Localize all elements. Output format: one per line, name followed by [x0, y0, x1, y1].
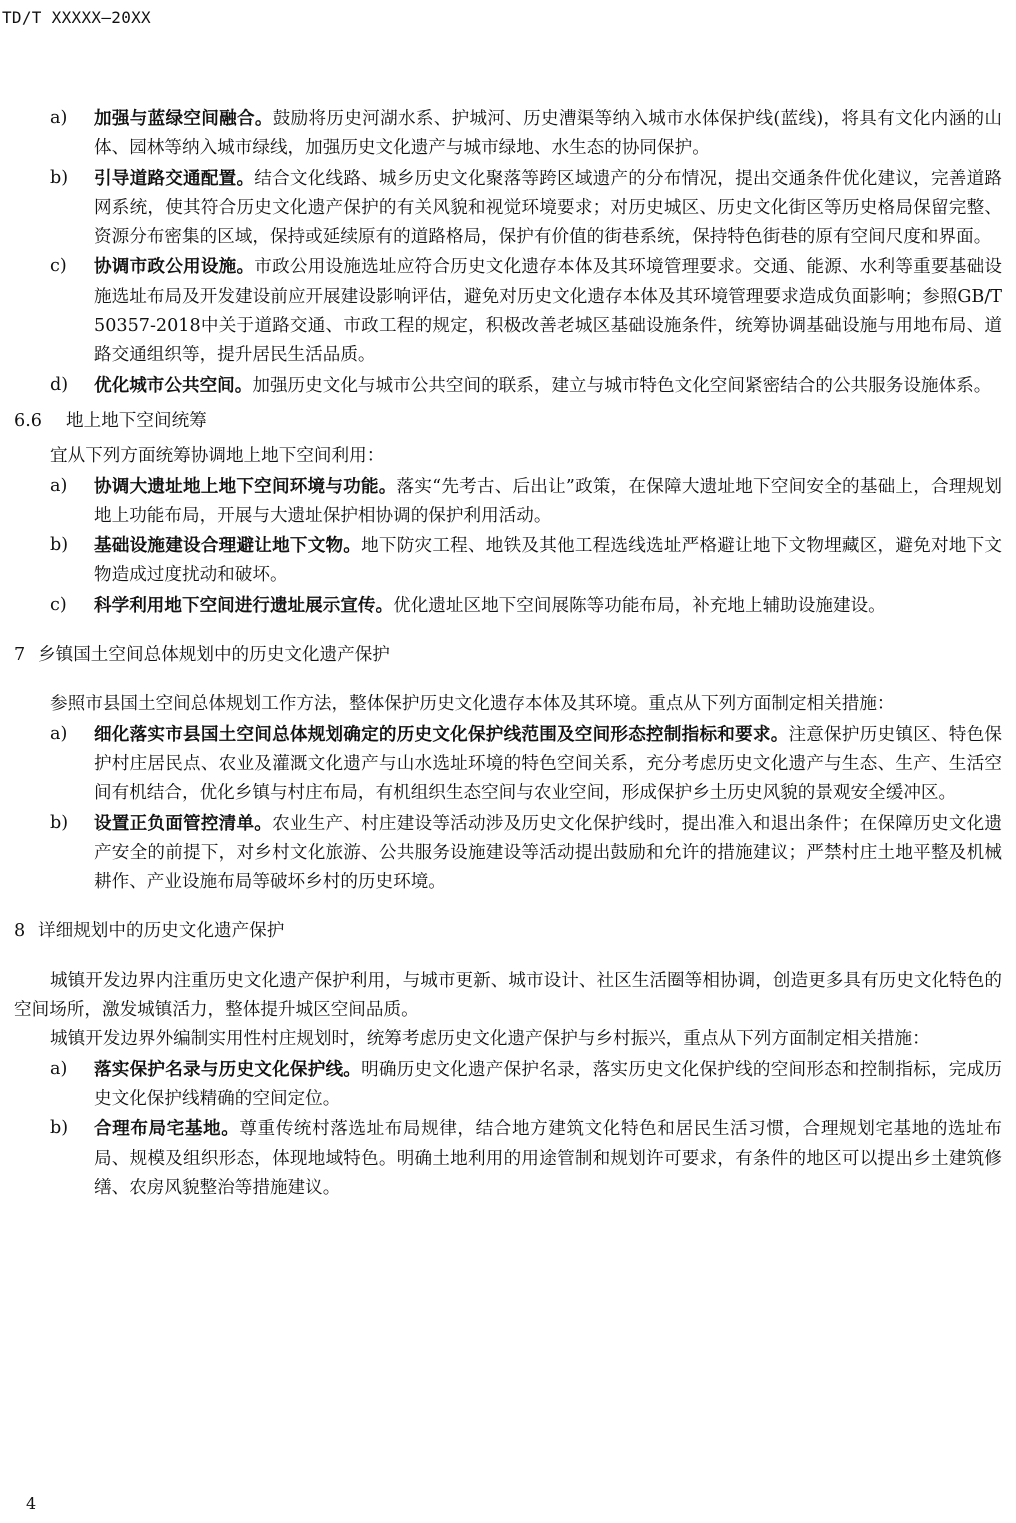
list-item — [14, 531, 1002, 591]
item-body — [94, 472, 1002, 532]
list-item — [14, 164, 1002, 253]
item-body — [94, 371, 1002, 401]
section-title: 地上地下空间统筹 — [66, 410, 207, 431]
item-title: 基础设施建设合理避让地下文物。 — [94, 535, 362, 557]
page-number: 4 — [26, 1494, 37, 1513]
section-title: 详细规划中的历史文化遗产保护 — [38, 921, 285, 942]
item-title: 落实保护名录与历史文化保护线。 — [94, 1058, 362, 1080]
item-text: 结合文化线路、城乡历史文化聚落等跨区域遗产的分布情况，提出交通条件优化建议，完善道路网系统，使其符合历史文化遗产保护的有关风貌和视觉环境要求；对历史城区、历史文化街区等历史格局保留完整、资源分布密集的区域，保持或延续原有的道路格局，保护有价值的街巷系统，保持特色街巷的原有空间尺度和界面。 — [94, 168, 1002, 248]
item-body — [94, 252, 1002, 370]
item-text: 尊重传统村落选址布局规律，结合地方建筑文化特色和居民生活习惯，合理规划宅基地的选址布局、规模及组织形态，体现地域特色。明确土地利用的用途管制和规划许可要求，有条件的地区可以提出乡土建筑修缮、农房风貌整治等措施建议。 — [94, 1119, 1002, 1198]
section-number: 7 — [14, 645, 26, 666]
section-number: 6.6 — [14, 410, 42, 431]
item-text: 明确历史文化遗产保护名录，落实历史文化保护线的空间形态和控制指标，完成历史文化保护线精确的空间定位。 — [94, 1059, 1002, 1109]
item-label: c) — [50, 256, 67, 277]
list-item — [14, 252, 1002, 370]
item-label: b) — [50, 167, 69, 188]
item-label: c) — [50, 594, 67, 615]
item-title: 优化城市公共空间。 — [94, 374, 253, 396]
item-text: 优化遗址区地下空间展陈等功能布局，补充地上辅助设施建设。 — [393, 595, 886, 616]
item-title: 科学利用地下空间进行遗址展示宣传。 — [94, 594, 394, 616]
item-body — [94, 720, 1002, 809]
item-title: 设置正负面管控清单。 — [94, 812, 273, 834]
item-label: b) — [50, 812, 69, 833]
item-text: 市政公用设施选址应符合历史文化遗存本体及其环境管理要求。交通、能源、水利等重要基础设施选址布局及开发建设前应开展建设影响评估，避免对历史文化遗存本体及其环境管理要求造成负面影响；参照GB/T 50357-2018中关于道路交通、市政工程的规定，积极改善老城区基础设施条件，统筹协调基础设施与用地布局、道路交通组织等，提升居民生活品质。 — [94, 257, 1002, 366]
item-text: 落实“先考古、后出让”政策，在保障大遗址地下空间安全的基础上，合理规划地上功能布局，开展与大遗址保护相协调的保护利用活动。 — [94, 476, 1002, 526]
paragraph: 城镇开发边界内注重历史文化遗产保护利用，与城市更新、城市设计、社区生活圈等相协调，创造更多具有历史文化特色的空间场所，激发城镇活力，整体提升城区空间品质。 — [14, 970, 1002, 1021]
item-title: 合理布局宅基地。 — [94, 1118, 240, 1140]
item-text: 鼓励将历史河湖水系、护城河、历史漕渠等纳入城市水体保护线(蓝线)，将具有文化内涵的山体、园林等纳入城市绿线，加强历史文化遗产与城市绿地、水生态的协同保护。 — [94, 109, 1002, 159]
item-body — [94, 1055, 1002, 1115]
list-item — [14, 1055, 1002, 1115]
item-body — [94, 1114, 1002, 1203]
item-label: a) — [50, 475, 68, 496]
section-heading-8 — [14, 917, 1002, 946]
list-item — [14, 472, 1002, 532]
item-text: 注意保护历史镇区、特色保护村庄居民点、农业及灌溉文化遗产与山水选址环境的特色空间关系，充分考虑历史文化遗产与生态、生产、生活空间有机结合，优化乡镇与村庄布局，有机组织生态空间与农业空间，形成保护乡土历史风貌的景观安全缓冲区。 — [94, 724, 1002, 804]
paragraph: 城镇开发边界外编制实用性村庄规划时，统筹考虑历史文化遗产保护与乡村振兴，重点从下列方面制定相关措施： — [50, 1029, 930, 1050]
list-item — [14, 591, 1002, 621]
item-title: 协调市政公用设施。 — [94, 256, 255, 278]
item-title: 引导道路交通配置。 — [94, 167, 255, 189]
item-title: 协调大遗址地上地下空间环境与功能。 — [94, 475, 397, 497]
item-body — [94, 591, 1002, 621]
list-item — [14, 1114, 1002, 1203]
section-title: 乡镇国土空间总体规划中的历史文化遗产保护 — [38, 645, 390, 666]
item-label: a) — [50, 108, 68, 128]
item-title: 加强与蓝绿空间融合。 — [94, 108, 273, 129]
item-body — [94, 531, 1002, 591]
section-intro: 宜从下列方面统筹协调地上地下空间利用： — [50, 446, 385, 467]
item-title: 细化落实市县国土空间总体规划确定的历史文化保护线范围及空间形态控制指标和要求。 — [94, 723, 789, 745]
item-text: 地下防灾工程、地铁及其他工程选线选址严格避让地下文物埋藏区，避免对地下文物造成过度扰动和破坏。 — [94, 536, 1002, 586]
document-code-header: TD/T XXXXX—20XX — [2, 8, 151, 27]
section-heading-7 — [14, 641, 1002, 670]
list-item — [14, 371, 1002, 401]
section-number: 8 — [14, 921, 26, 942]
item-text: 加强历史文化与城市公共空间的联系，建立与城市特色文化空间紧密结合的公共服务设施体系。 — [252, 375, 992, 396]
item-label: a) — [50, 723, 68, 744]
list-item — [14, 104, 1002, 164]
document-body — [14, 104, 1002, 1203]
item-label: d) — [50, 374, 69, 395]
item-body — [94, 104, 1002, 164]
section-heading-6-6 — [14, 407, 1002, 436]
list-item — [14, 809, 1002, 898]
item-text: 农业生产、村庄建设等活动涉及历史文化保护线时，提出准入和退出条件；在保障历史文化遗产安全的前提下，对乡村文化旅游、公共服务设施建设等活动提出鼓励和允许的措施建议；严禁村庄土地平整及机械耕作、产业设施布局等破坏乡村的历史环境。 — [94, 813, 1002, 893]
item-body — [94, 809, 1002, 898]
section-intro: 参照市县国土空间总体规划工作方法，整体保护历史文化遗存本体及其环境。重点从下列方面制定相关措施： — [50, 694, 895, 715]
item-label: b) — [50, 1118, 69, 1139]
item-body — [94, 164, 1002, 253]
item-label: b) — [50, 535, 69, 556]
list-item — [14, 720, 1002, 809]
item-label: a) — [50, 1058, 68, 1079]
